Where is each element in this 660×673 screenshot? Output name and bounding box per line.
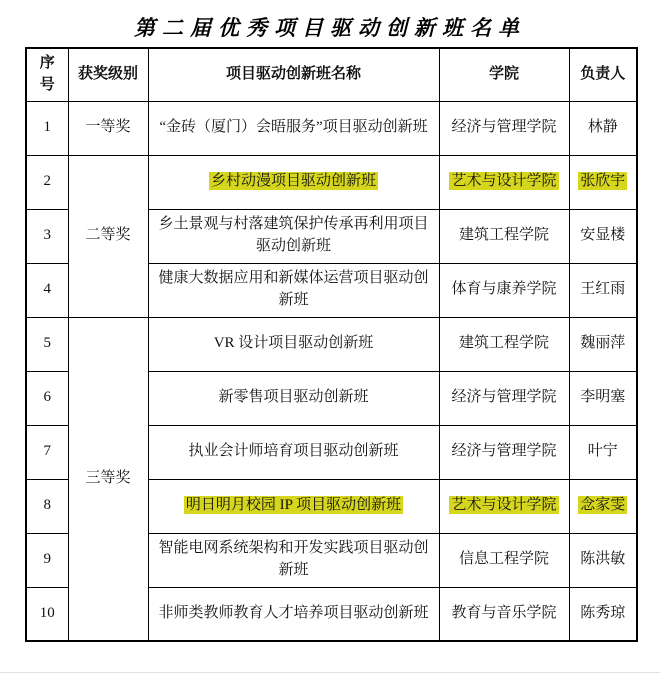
cell-person-text: 王红雨: [580, 281, 626, 298]
cell-no: 1: [26, 101, 68, 155]
cell-college-text: 建筑工程学院: [458, 335, 549, 352]
cell-project-text: 执业会计师培育项目驱动创新班: [188, 443, 399, 460]
cell-project: [148, 425, 439, 479]
cell-person-text: 陈秀琼: [580, 604, 626, 621]
cell-person-text: 李明塞: [580, 389, 626, 406]
cell-person-text: 张欣宇: [580, 173, 626, 190]
cell-project-text: 乡土景观与村落建筑保护传承再利用项目驱动创新班: [158, 216, 429, 254]
cell-project: [148, 371, 439, 425]
cell-project-text: 明日明月校园 IP 项目驱动创新班: [185, 497, 402, 514]
cell-no: 5: [26, 317, 68, 371]
cell-project-text: 新零售项目驱动创新班: [218, 389, 369, 406]
cell-person-text: 安显楼: [580, 227, 626, 244]
cell-person: [569, 371, 637, 425]
cell-college-text: 建筑工程学院: [458, 227, 549, 244]
cell-no: 4: [26, 263, 68, 317]
cell-college-text: 艺术与设计学院: [451, 497, 557, 514]
cell-college: [439, 317, 569, 371]
column-header-project: 项目驱动创新班名称: [148, 48, 439, 101]
cell-project: [148, 587, 439, 641]
cell-college: [439, 425, 569, 479]
cell-person-text: 念家雯: [580, 497, 626, 514]
cell-person: [569, 587, 637, 641]
cell-college: [439, 587, 569, 641]
cell-project: [148, 263, 439, 317]
cell-college-text: 教育与音乐学院: [451, 604, 557, 621]
awards-table: [25, 47, 638, 642]
column-header-person: 负责人: [569, 48, 637, 101]
cell-no: 8: [26, 479, 68, 533]
cell-award-level: 二等奖: [68, 155, 148, 317]
cell-college-text: 艺术与设计学院: [451, 173, 557, 190]
cell-project: [148, 209, 439, 263]
cell-college: [439, 263, 569, 317]
cell-person: [569, 317, 637, 371]
cell-no: 7: [26, 425, 68, 479]
cell-person: [569, 533, 637, 587]
cell-person-text: 林静: [587, 119, 618, 136]
cell-no: 2: [26, 155, 68, 209]
cell-project: [148, 479, 439, 533]
cell-project: [148, 101, 439, 155]
cell-person: [569, 155, 637, 209]
column-header-award: 获奖级别: [68, 48, 148, 101]
cell-college-text: 经济与管理学院: [451, 389, 557, 406]
cell-project: [148, 155, 439, 209]
cell-college: [439, 101, 569, 155]
column-header-no: 序号: [26, 48, 68, 101]
cell-college-text: 经济与管理学院: [451, 119, 557, 136]
cell-person: [569, 101, 637, 155]
cell-person: [569, 263, 637, 317]
cell-college: [439, 533, 569, 587]
cell-person: [569, 209, 637, 263]
cell-person: [569, 425, 637, 479]
cell-person-text: 魏丽萍: [580, 335, 626, 352]
cell-project: [148, 317, 439, 371]
header-row: [26, 48, 637, 101]
cell-no: 10: [26, 587, 68, 641]
table-row: [26, 155, 637, 209]
cell-project-text: 智能电网系统架构和开发实践项目驱动创新班: [158, 540, 429, 578]
cell-college: [439, 479, 569, 533]
cell-no: 6: [26, 371, 68, 425]
cell-no: 3: [26, 209, 68, 263]
cell-person-text: 陈洪敏: [580, 551, 626, 568]
cell-project-text: “金砖（厦门）会晤服务”项目驱动创新班: [159, 119, 428, 136]
table-row: [26, 101, 637, 155]
cell-college-text: 信息工程学院: [458, 551, 549, 568]
cell-award-level: 三等奖: [68, 317, 148, 641]
column-header-college: 学院: [439, 48, 569, 101]
cell-project-text: VR 设计项目驱动创新班: [213, 335, 374, 352]
cell-project-text: 非师类教师教育人才培养项目驱动创新班: [158, 604, 429, 621]
page-title: 第二届优秀项目驱动创新班名单: [134, 15, 526, 40]
cell-college: [439, 371, 569, 425]
cell-no: 9: [26, 533, 68, 587]
cell-college-text: 经济与管理学院: [451, 443, 557, 460]
cell-person: [569, 479, 637, 533]
cell-person-text: 叶宁: [587, 443, 618, 460]
cell-project: [148, 533, 439, 587]
table-row: [26, 317, 637, 371]
cell-college-text: 体育与康养学院: [451, 281, 557, 298]
cell-award-level: 一等奖: [68, 101, 148, 155]
cell-project-text: 健康大数据应用和新媒体运营项目驱动创新班: [158, 270, 429, 308]
cell-project-text: 乡村动漫项目驱动创新班: [210, 173, 376, 190]
cell-college: [439, 209, 569, 263]
cell-college: [439, 155, 569, 209]
